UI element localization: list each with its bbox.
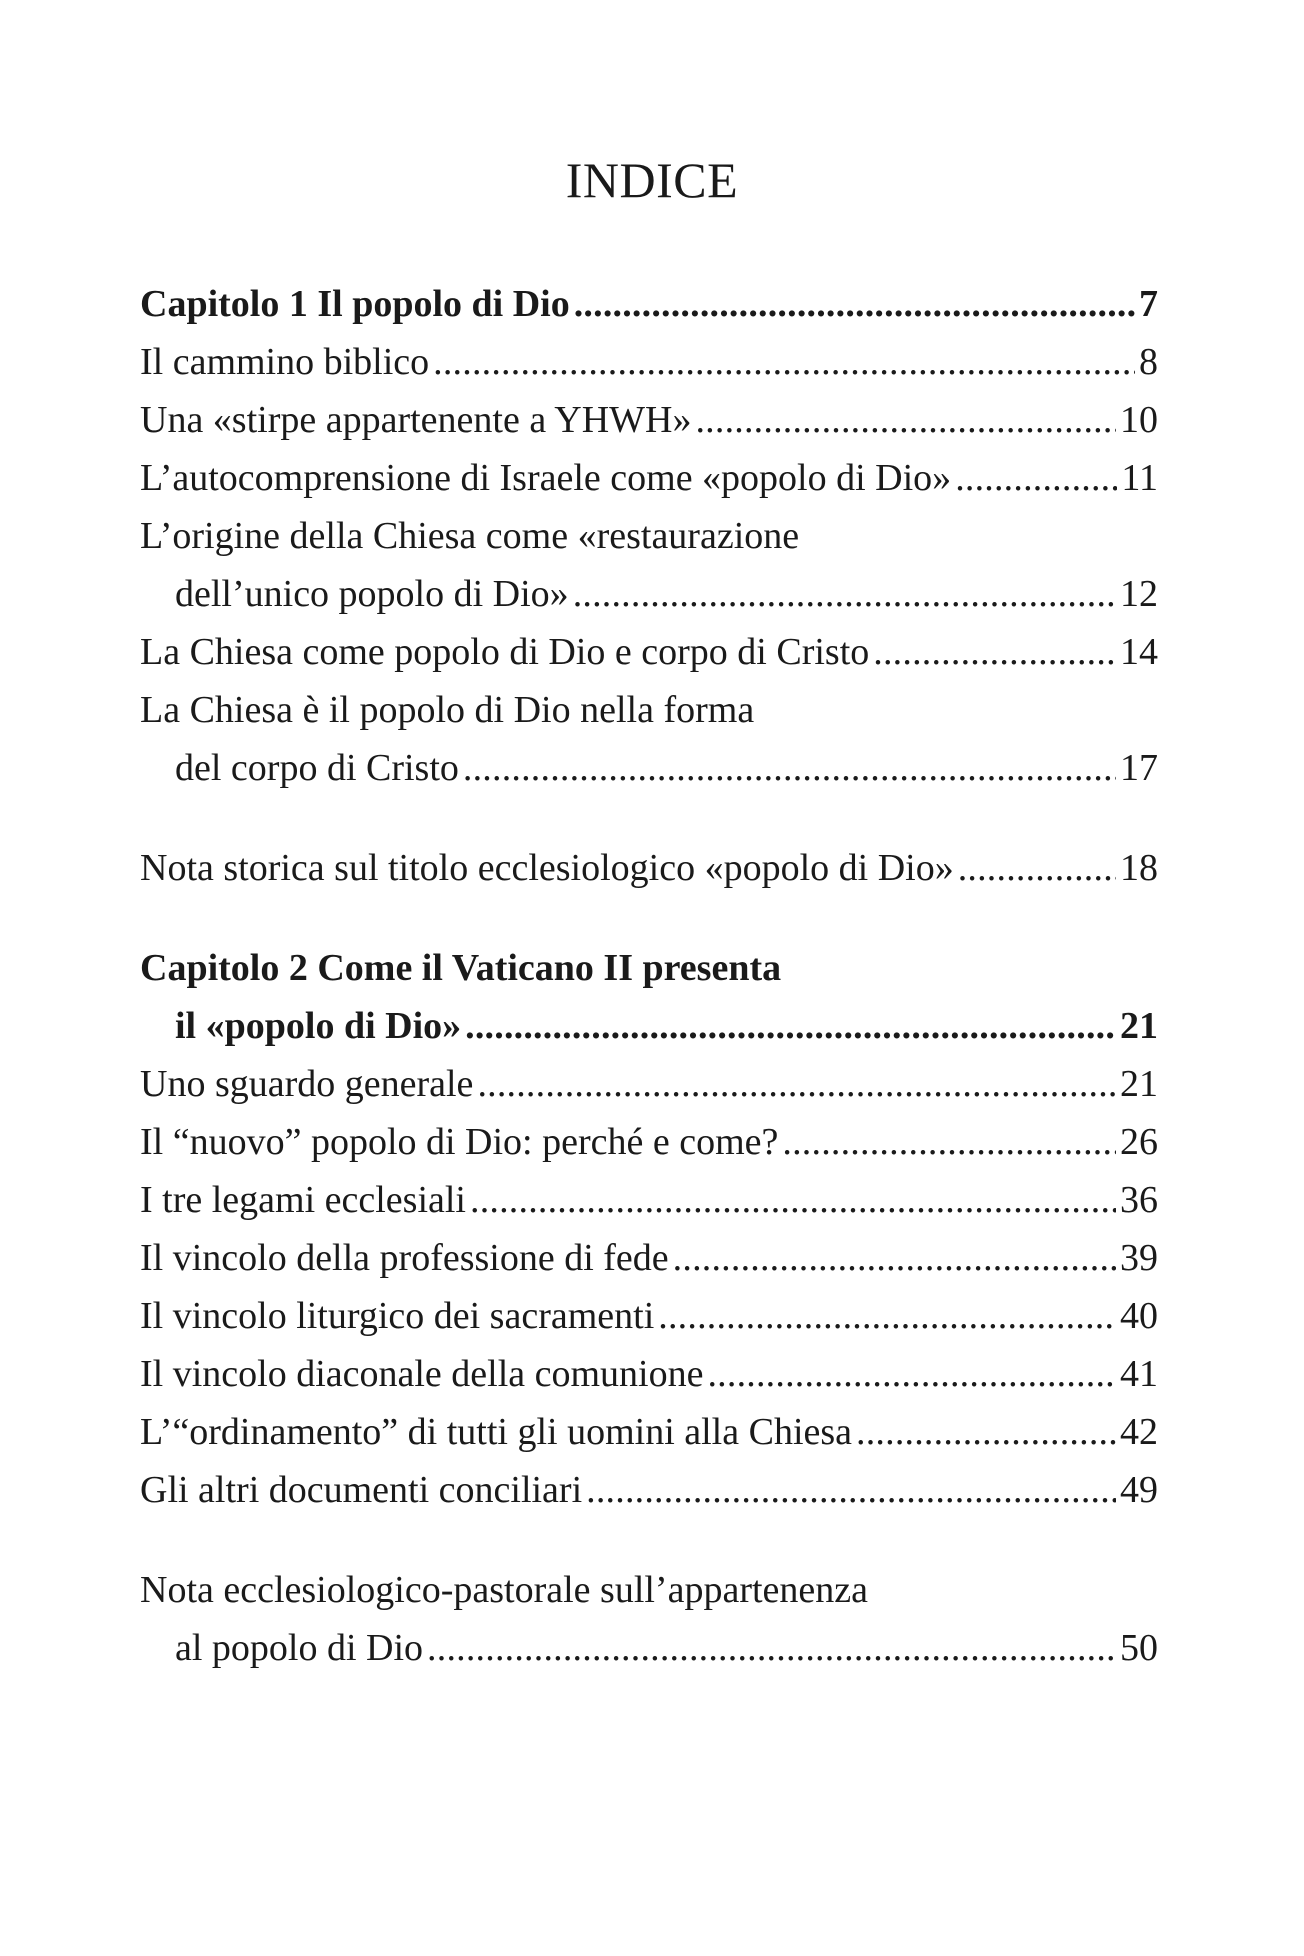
toc-entry[interactable] (140, 623, 1158, 681)
toc-page-number: 18 (1120, 847, 1158, 889)
toc-entry-note-first-line[interactable] (140, 1561, 1158, 1619)
toc-entry[interactable] (140, 1055, 1158, 1113)
dot-leader (958, 839, 1116, 897)
toc-entry-title: Il vincolo della professione di fede (140, 1237, 669, 1279)
toc-page-number: 17 (1120, 747, 1158, 789)
toc-entry-title: Uno sguardo generale (140, 1063, 474, 1105)
toc-entry-title: L’origine della Chiesa come «restaurazione (140, 515, 800, 557)
dot-leader (433, 333, 1135, 391)
toc-entry[interactable] (140, 1461, 1158, 1519)
dot-leader (873, 623, 1116, 681)
toc-entry-chapter-2-continuation[interactable] (140, 997, 1158, 1055)
toc-entry[interactable] (140, 333, 1158, 391)
toc-entry-title: al popolo di Dio (175, 1627, 424, 1669)
toc-page-number: 7 (1139, 283, 1158, 325)
toc-entry-title: La Chiesa è il popolo di Dio nella forma (140, 689, 755, 731)
toc-entry-title: La Chiesa come popolo di Dio e corpo di Cristo (140, 631, 870, 673)
toc-entry-title: Il vincolo diaconale della comunione (140, 1353, 704, 1395)
toc-page-number: 21 (1120, 1063, 1158, 1105)
dot-leader (477, 1055, 1116, 1113)
dot-leader (707, 1345, 1116, 1403)
dot-leader (465, 997, 1116, 1055)
dot-leader (574, 275, 1135, 333)
toc-entry-continuation[interactable] (140, 1619, 1158, 1677)
toc-entry[interactable] (140, 1229, 1158, 1287)
toc-entry-title: I tre legami ecclesiali (140, 1179, 466, 1221)
toc-entry[interactable] (140, 449, 1158, 507)
toc-entry-title: Il vincolo liturgico dei sacramenti (140, 1295, 655, 1337)
toc-entry-title: Nota ecclesiologico-pastorale sull’appartenenza (140, 1569, 868, 1611)
dot-leader (695, 391, 1116, 449)
toc-entry-title: Capitolo 1 Il popolo di Dio (140, 283, 570, 325)
toc-page-number: 26 (1120, 1121, 1158, 1163)
toc-page-number: 8 (1139, 341, 1158, 383)
toc-page-number: 21 (1120, 1005, 1158, 1047)
toc-entry-title: L’autocomprensione di Israele come «popolo di Dio» (140, 457, 952, 499)
toc-entry-title: Il cammino biblico (140, 341, 430, 383)
dot-leader (463, 739, 1116, 797)
toc-entry[interactable] (140, 1113, 1158, 1171)
toc-entry[interactable] (140, 1171, 1158, 1229)
toc-page-number: 41 (1120, 1353, 1158, 1395)
dot-leader (470, 1171, 1116, 1229)
toc-entry-title: Una «stirpe appartenente a YHWH» (140, 399, 692, 441)
toc-page-number: 11 (1121, 457, 1158, 499)
toc-page-number: 40 (1120, 1295, 1158, 1337)
page-title: INDICE (565, 152, 739, 208)
table-of-contents (140, 275, 1158, 1677)
toc-entry-title: dell’unico popolo di Dio» (175, 573, 569, 615)
toc-entry-title: il «popolo di Dio» (175, 1005, 462, 1047)
dot-leader (573, 565, 1116, 623)
dot-leader (782, 1113, 1116, 1171)
toc-page-number: 14 (1120, 631, 1158, 673)
toc-entry-continuation[interactable] (140, 739, 1158, 797)
toc-page-number: 50 (1120, 1627, 1158, 1669)
toc-entry-chapter-1[interactable] (140, 275, 1158, 333)
toc-page-number: 49 (1120, 1469, 1158, 1511)
toc-entry[interactable] (140, 391, 1158, 449)
toc-entry-title: Capitolo 2 Come il Vaticano II presenta (140, 947, 782, 989)
dot-leader (658, 1287, 1116, 1345)
toc-entry-title: del corpo di Cristo (175, 747, 459, 789)
toc-entry[interactable] (140, 1345, 1158, 1403)
toc-entry-continuation[interactable] (140, 565, 1158, 623)
toc-entry-chapter-2[interactable] (140, 939, 1158, 997)
dot-leader (586, 1461, 1116, 1519)
toc-entry[interactable] (140, 1403, 1158, 1461)
dot-leader (955, 449, 1117, 507)
dot-leader (856, 1403, 1116, 1461)
toc-page-number: 10 (1120, 399, 1158, 441)
toc-entry-first-line[interactable] (140, 681, 1158, 739)
toc-entry-title: Nota storica sul titolo ecclesiologico «popolo di Dio» (140, 847, 954, 889)
toc-page-number: 39 (1120, 1237, 1158, 1279)
toc-entry-note[interactable] (140, 839, 1158, 897)
toc-entry[interactable] (140, 1287, 1158, 1345)
toc-entry-first-line[interactable] (140, 507, 1158, 565)
toc-entry-title: L’“ordinamento” di tutti gli uomini alla Chiesa (140, 1411, 853, 1453)
toc-page-number: 42 (1120, 1411, 1158, 1453)
dot-leader (427, 1619, 1116, 1677)
toc-entry-title: Il “nuovo” popolo di Dio: perché e come? (140, 1121, 779, 1163)
dot-leader (673, 1229, 1116, 1287)
toc-page-number: 36 (1120, 1179, 1158, 1221)
toc-page-number: 12 (1120, 573, 1158, 615)
toc-entry-title: Gli altri documenti conciliari (140, 1469, 583, 1511)
